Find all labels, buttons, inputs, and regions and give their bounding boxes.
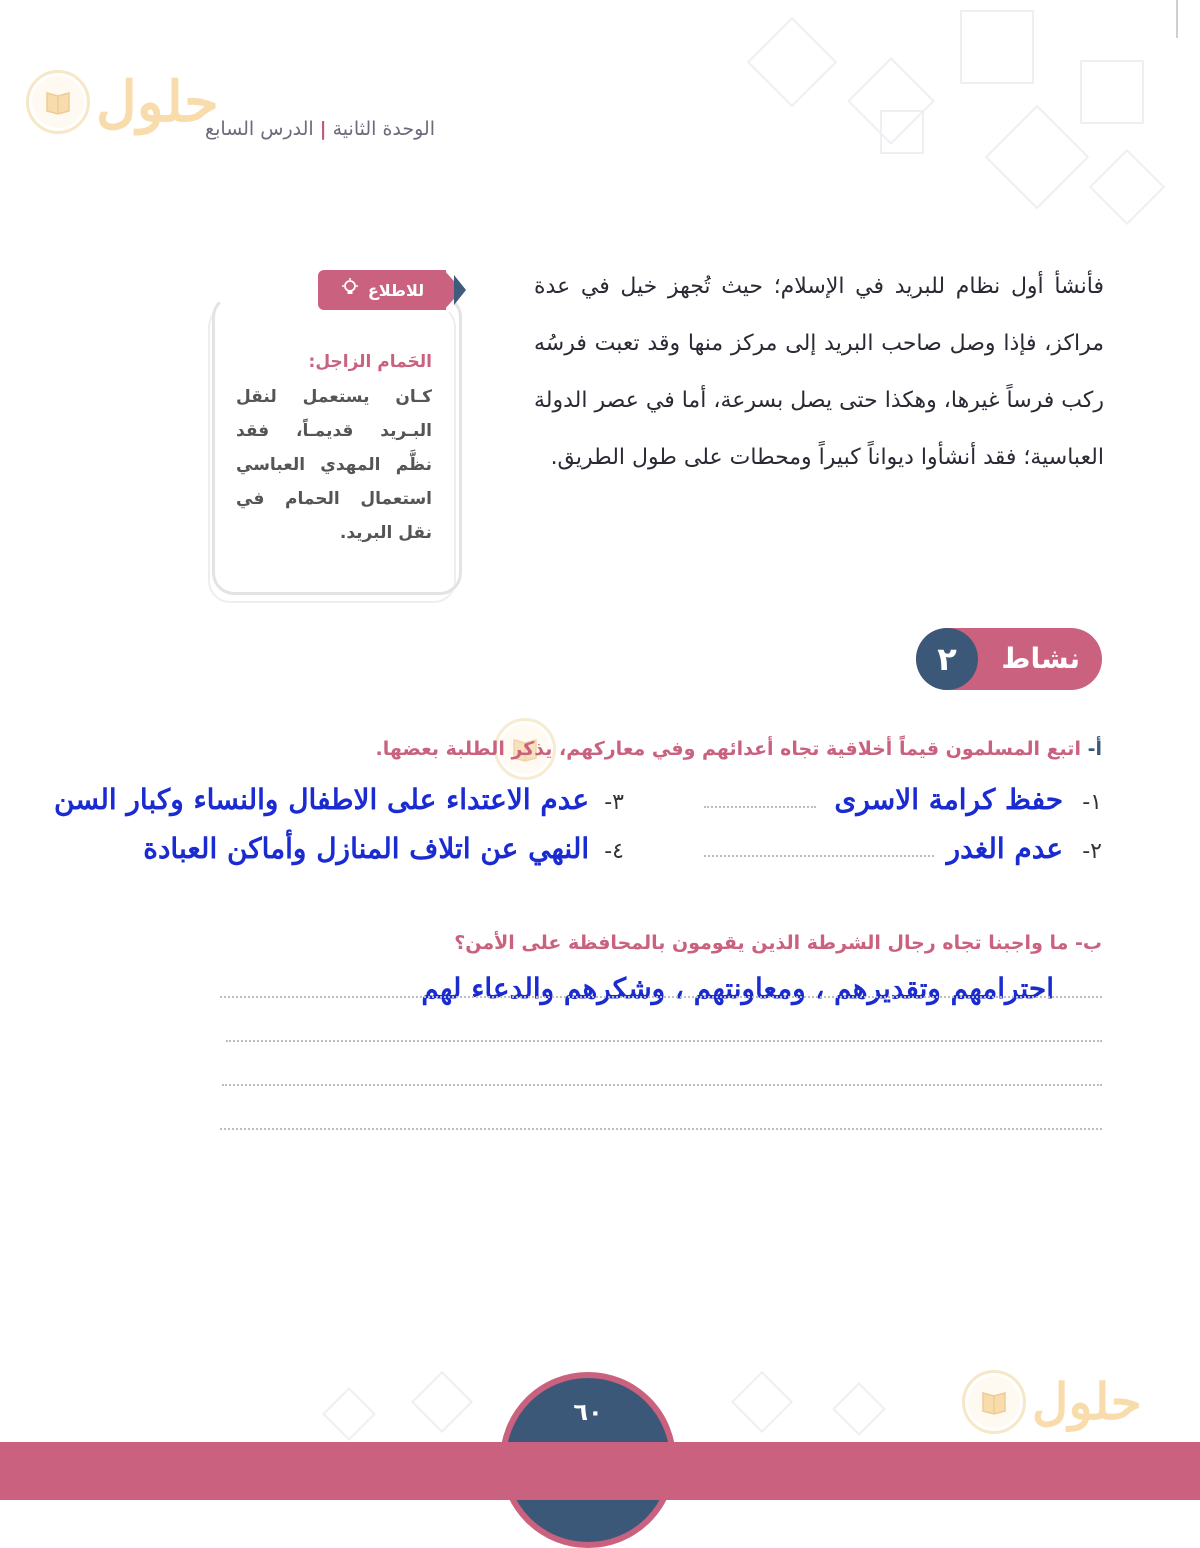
info-box-text: كـان يستعمل لنقل البـريد قديمـاً، فقد نظَّم المهدي العباسي استعمال الحمام في نقل البريد. <box>236 387 432 543</box>
answer-text: عدم الغدر <box>946 832 1064 865</box>
decorative-pattern <box>1080 60 1144 124</box>
breadcrumb-unit: الوحدة الثانية <box>332 118 436 140</box>
breadcrumb-lesson: الدرس السابع <box>205 118 314 140</box>
page-number: ٦٠ <box>573 1398 603 1426</box>
answer-line <box>704 806 816 808</box>
decorative-pattern <box>960 10 1034 84</box>
logo-watermark <box>962 1370 1142 1434</box>
answer-number: ٢- <box>1082 839 1102 864</box>
answer-text: النهي عن اتلاف المنازل وأماكن العبادة <box>143 832 590 865</box>
activity-label: نشاط <box>1001 642 1080 675</box>
logo-text: حلول <box>96 69 219 135</box>
question-a <box>376 738 1102 760</box>
decorative-pattern <box>880 110 924 154</box>
activity-number: ٢ <box>916 628 978 690</box>
decorative-pattern <box>411 1371 473 1433</box>
answer-line <box>220 1128 1102 1130</box>
book-icon <box>26 70 90 134</box>
info-tab <box>318 270 446 310</box>
page-edge <box>1176 0 1178 38</box>
info-box-title: الحَمام الزاجل: <box>308 352 432 372</box>
answer-line <box>226 1040 1102 1042</box>
question-b-lead: ب- <box>1075 932 1102 954</box>
lesson-paragraph: فأنشأ أول نظام للبريد في الإسلام؛ حيث تُجهز خيل في عدة مراكز، فإذا وصل صاحب البريد إلى مركز منها وقد تعبت فرسُه ركب فرساً غيرها، وهكذا حتى يصل بسرعة، أما في عصر الدولة العباسية؛ فقد أنشأوا ديواناً كبيراً ومحطات على طول الطريق. <box>534 274 1104 470</box>
info-tab-arrow-accent <box>454 275 466 305</box>
question-b-text: ما واجبنا تجاه رجال الشرطة الذين يقومون بالمحافظة على الأمن؟ <box>454 932 1069 954</box>
question-a-text: اتبع المسلمون قيماً أخلاقية تجاه أعدائهم وفي معاركهم، يذكر الطلبة بعضها. <box>375 738 1081 760</box>
question-b <box>454 932 1102 954</box>
answer-line <box>704 855 934 857</box>
decorative-pattern <box>747 17 838 108</box>
answer-text: احترامهم وتقديرهم ، ومعاونتهم ، وشكرهم والدعاء لهم <box>421 972 1054 1005</box>
answer-number: ٣- <box>604 790 624 815</box>
question-b-answer <box>421 972 1054 1005</box>
logo-watermark <box>26 70 219 134</box>
answer-item <box>143 832 624 865</box>
book-icon <box>962 1370 1026 1434</box>
answer-line <box>220 996 1102 998</box>
activity-badge <box>916 628 1102 690</box>
answer-text: حفظ كرامة الاسرى <box>834 783 1064 816</box>
decorative-pattern <box>322 1387 376 1441</box>
decorative-pattern <box>731 1371 793 1433</box>
decorative-pattern <box>985 105 1090 210</box>
info-tab-label: للاطلاع <box>367 280 425 300</box>
answer-text: عدم الاعتداء على الاطفال والنساء وكبار السن <box>54 783 590 816</box>
breadcrumb <box>205 112 475 146</box>
answer-line <box>222 1084 1102 1086</box>
answer-number: ١- <box>1082 790 1102 815</box>
lightbulb-icon <box>340 278 360 302</box>
breadcrumb-separator: | <box>319 118 327 140</box>
answer-item <box>834 783 1102 816</box>
logo-text: حلول <box>1032 1372 1142 1431</box>
footer-band <box>0 1442 1200 1500</box>
answer-item <box>947 832 1102 865</box>
answer-item <box>54 783 624 816</box>
question-a-lead: أ- <box>1087 738 1102 760</box>
decorative-pattern <box>832 1382 886 1436</box>
decorative-pattern <box>1089 149 1165 225</box>
answer-number: ٤- <box>604 839 624 864</box>
